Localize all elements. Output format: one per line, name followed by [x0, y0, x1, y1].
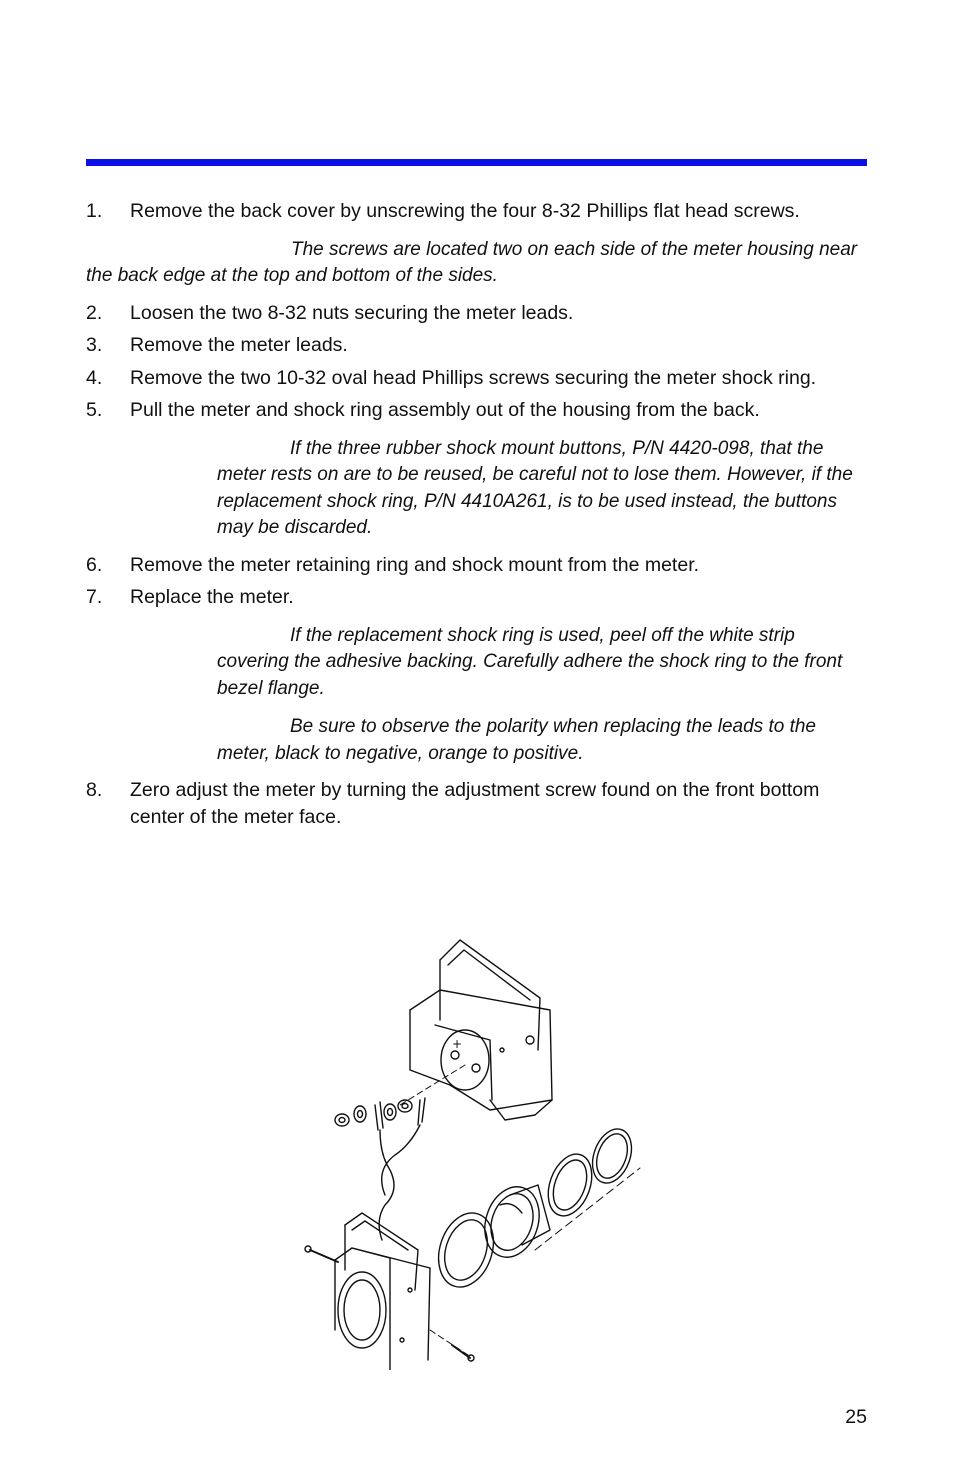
step-number: 6. [86, 553, 103, 576]
note-screws-location: The screws are located two on each side of the meter housing near the back edge at the top and bottom of the sides. [86, 238, 858, 286]
header-rule [86, 159, 867, 166]
meter-rings [430, 1124, 640, 1295]
step-text: Zero adjust the meter by turning the adjustment screw found on the front bottom center of the meter face. [130, 779, 820, 828]
step-8 [86, 777, 867, 830]
note-polarity: Be sure to observe the polarity when replacing the leads to the meter, black to negative, orange to positive. [217, 716, 816, 764]
step-number: 4. [86, 366, 103, 389]
procedure-content [86, 198, 867, 836]
step-5 [86, 397, 867, 424]
upper-housing [410, 940, 552, 1120]
step-number: 2. [86, 301, 103, 324]
step-text: Remove the back cover by unscrewing the four 8-32 Phillips flat head screws. [130, 200, 800, 222]
step-6 [86, 552, 867, 579]
step-text: Replace the meter. [130, 586, 294, 608]
step-number: 7. [86, 586, 103, 608]
step-text: Pull the meter and shock ring assembly out of the housing from the back. [130, 399, 760, 421]
meter-leads [335, 1065, 465, 1240]
lower-housing [305, 1213, 474, 1370]
step-text: Remove the meter retaining ring and shock mount from the meter. [130, 553, 700, 576]
step-number: 8. [86, 779, 103, 801]
step-number: 3. [86, 334, 103, 356]
step-number: 5. [86, 399, 103, 421]
step-4 [86, 365, 867, 392]
meter-exploded-diagram [290, 930, 650, 1370]
step-text: Remove the two 10-32 oval head Phillips screws securing the meter shock ring. [130, 366, 817, 389]
step-3 [86, 332, 867, 359]
step-number: 1. [86, 200, 103, 222]
page-number: 25 [845, 1406, 867, 1428]
step-1 [86, 198, 867, 225]
step-text: Remove the meter leads. [130, 334, 348, 356]
step-2 [86, 300, 867, 327]
polarity-mark: + [452, 1037, 463, 1051]
step-text: Loosen the two 8-32 nuts securing the meter leads. [130, 301, 574, 324]
note-shock-buttons: If the three rubber shock mount buttons, P/N 4420-098, that the meter rests on are to be reused, be careful not to lose them. However, if the replacement shock ring, P/N 4410A261, is to be used instead, the buttons may be discarded. [217, 437, 853, 538]
note-shock-ring-adhesive: If the replacement shock ring is used, peel off the white strip covering the adhesive backing. Carefully adhere the shock ring to the front bezel flange. [217, 624, 843, 699]
step-7 [86, 584, 867, 611]
